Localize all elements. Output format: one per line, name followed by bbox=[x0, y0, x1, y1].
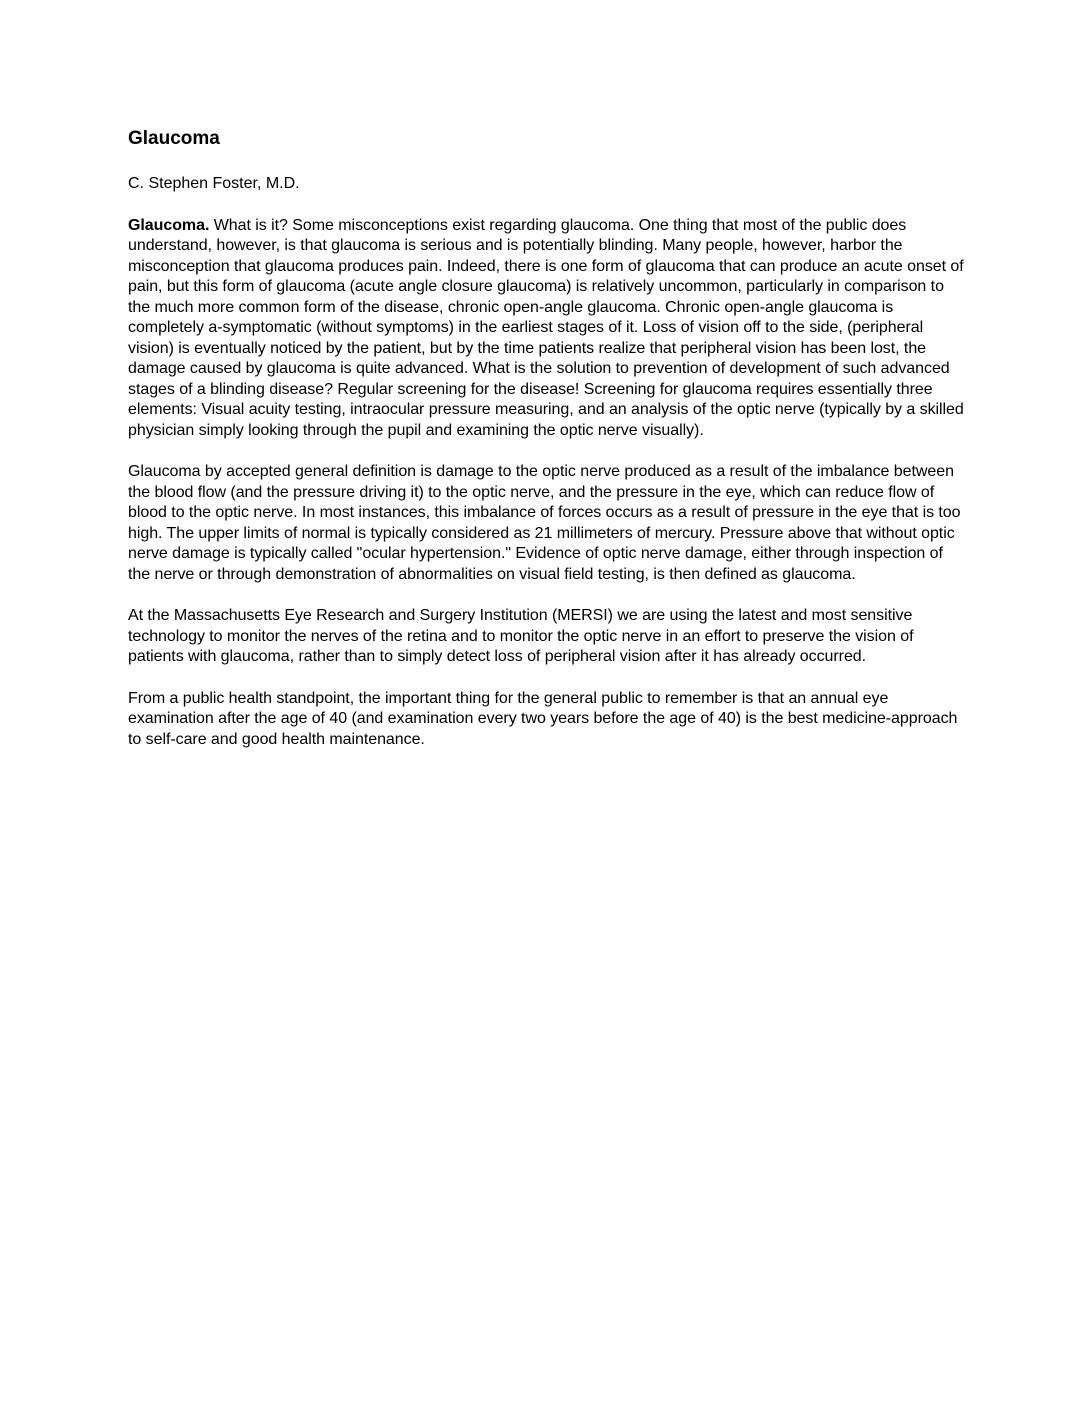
paragraph-1 bbox=[128, 216, 964, 442]
document-page bbox=[128, 126, 964, 750]
document-title: Glaucoma bbox=[128, 128, 220, 149]
paragraph-4: From a public health standpoint, the important thing for the general public to remember is that an annual eye examination after the age of 40 (and examination every two years before the age of 40) is the best medicine-approach to self-care and good health maintenance. bbox=[128, 689, 958, 748]
paragraph-3: At the Massachusetts Eye Research and Surgery Institution (MERSI) we are using the latest and most sensitive technology to monitor the nerves of the retina and to monitor the optic nerve in an effort to preserve the vision of patients with glaucoma, rather than to simply detect loss of peripheral vision after it has already occurred. bbox=[128, 607, 914, 665]
paragraph-2: Glaucoma by accepted general definition is damage to the optic nerve produced as a result of the imbalance between the blood flow (and the pressure driving it) to the optic nerve, and the pressure in the eye, which can reduce flow of blood to the optic nerve. In most instances, this imbalance of forces occurs as a result of pressure in the eye that is too high. The upper limits of normal is typically considered as 21 millimeters of mercury. Pressure above that without optic nerve damage is typically called "ocular hypertension." Evidence of optic nerve damage, either through inspection of the nerve or through demonstration of abnormalities on visual field testing, is then defined as glaucoma. bbox=[128, 463, 961, 583]
paragraph-1-text: What is it? Some misconceptions exist regarding glaucoma. One thing that most of the public does understand, however, is that glaucoma is serious and is potentially blinding. Many people, however, harbor the misconception that glaucoma produces pain. Indeed, there is one form of glaucoma that can produce an acute onset of pain, but this form of glaucoma (acute angle closure glaucoma) is relatively uncommon, particularly in comparison to the much more common form of the disease, chronic open-angle glaucoma. Chronic open-angle glaucoma is completely a-symptomatic (without symptoms) in the earliest stages of it. Loss of vision off to the side, (peripheral vision) is eventually noticed by the patient, but by the time patients realize that peripheral vision has been lost, the damage caused by glaucoma is quite advanced. What is the solution to prevention of development of such advanced stages of a blinding disease? Regular screening for the disease! Screening for glaucoma requires essentially three elements: Visual acuity testing, intraocular pressure measuring, and an analysis of the optic nerve (typically by a skilled physician simply looking through the pupil and examining the optic nerve visually). bbox=[128, 216, 964, 439]
paragraph-1-lead: Glaucoma. bbox=[128, 216, 210, 234]
document-author: C. Stephen Foster, M.D. bbox=[128, 175, 300, 192]
